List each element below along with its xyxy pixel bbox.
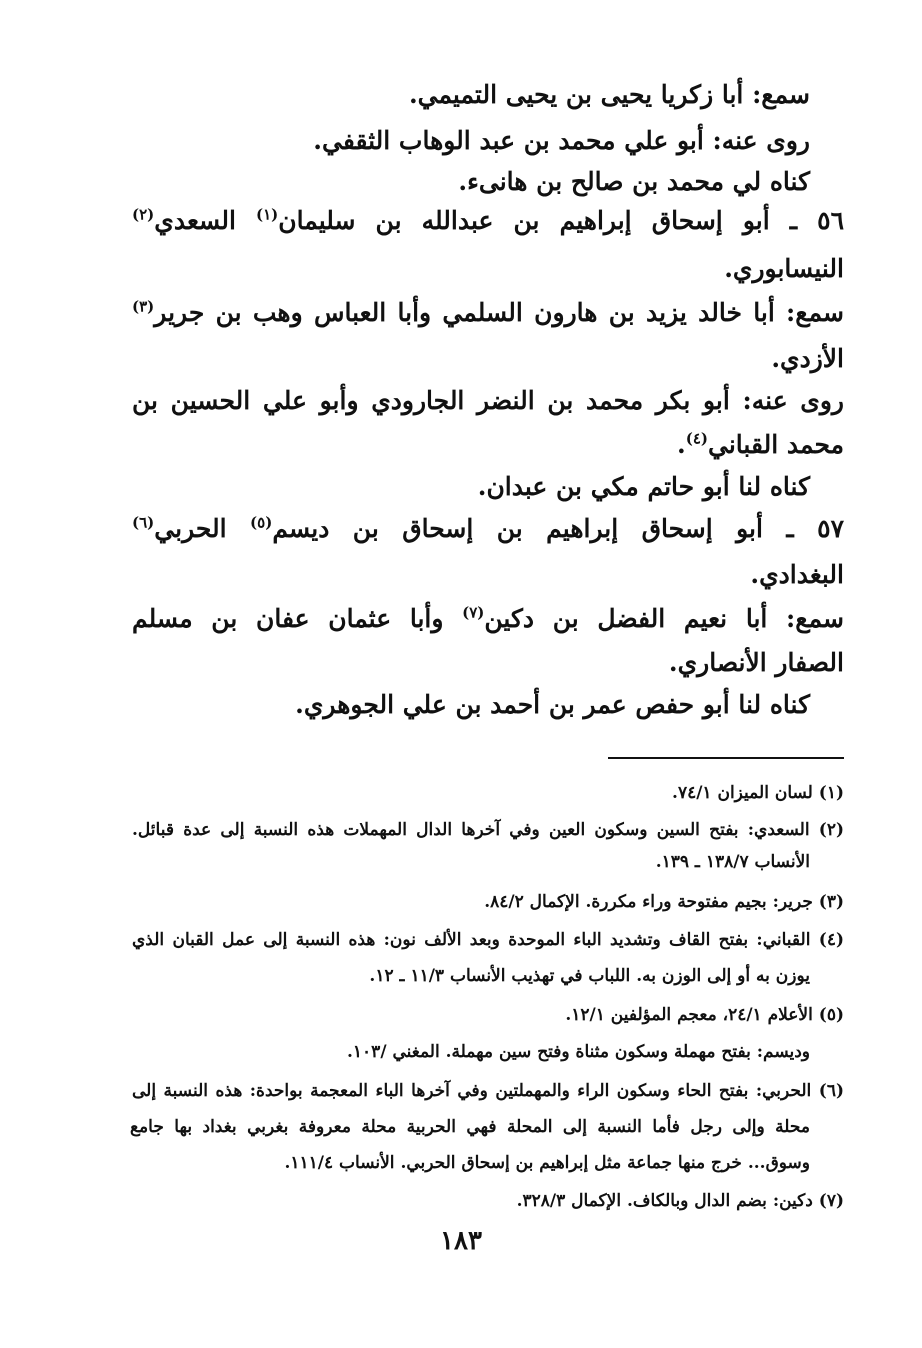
text-line: روى عنه: أبو بكر محمد بن النضر الجارودي وأبو علي الحسين بن	[132, 386, 844, 415]
text-line: الأزدي.	[771, 344, 844, 373]
footnote: (٥) الأعلام ٢٤/١، معجم المؤلفين ١٢/١.	[565, 1005, 844, 1025]
text-line: النيسابوري.	[724, 254, 844, 283]
footnote-continuation: الأنساب ١٣٨/٧ ـ ١٣٩.	[655, 852, 810, 872]
footnote: (٣) جرير: بجيم مفتوحة وراء مكررة. الإكمال ٨٤/٢.	[484, 892, 844, 912]
footnote: (٦) الحربي: بفتح الحاء وسكون الراء والمهملتين وفي آخرها الباء المعجمة بواحدة: هذه النسبة إلى	[132, 1081, 844, 1101]
text-line: روى عنه: أبو علي محمد بن عبد الوهاب الثقفي.	[313, 126, 810, 155]
footnote-continuation: وسوق... خرج منها جماعة مثل إبراهيم بن إسحاق الحربي. الأنساب ١١١/٤.	[284, 1153, 810, 1173]
footnote-ref: (٧)	[462, 603, 485, 622]
footnote-ref: (٦)	[132, 513, 155, 532]
text-line: سمع: أبا زكريا يحيى بن يحيى التميمي.	[408, 80, 810, 109]
text-line: البغدادي.	[750, 560, 844, 589]
footnote: (٧) دكين: بضم الدال وبالكاف. الإكمال ٣٢٨/٣.	[516, 1191, 844, 1211]
text-line: كناه لي محمد بن صالح بن هانىء.	[458, 167, 810, 196]
footnote-ref: (٤)	[685, 429, 709, 448]
text-line: سمع: أبا نعيم الفضل بن دكين$^{(٧)}$ وأبا عثمان عفان بن مسلم	[132, 603, 844, 633]
footnote-separator	[608, 757, 844, 759]
footnote-ref: (١)	[255, 205, 279, 224]
footnote-continuation: محلة وإلى رجل فأما النسبة إلى المحلة فهي الحربية محلة معروفة بغربي بغداد بها جامع	[130, 1117, 810, 1137]
text-line: الصفار الأنصاري.	[668, 648, 844, 677]
footnote: (٤) القباني: بفتح القاف وتشديد الباء الموحدة وبعد الألف نون: هذه النسبة إلى عمل القبان الذي	[132, 930, 844, 950]
entry-heading-56: ٥٦ ـ أبو إسحاق إبراهيم بن عبدالله بن سليمان$^{(١)}$ السعدي$^{(٢)}$	[132, 205, 844, 235]
footnote-continuation: وديسم: بفتح مهملة وسكون مثناة وفتح سين مهملة. المغني /١٠٣.	[347, 1042, 810, 1062]
footnote: (٢) السعدي: بفتح السين وسكون العين وفي آخرها الدال المهملات هذه النسبة إلى عدة قبائل.	[132, 820, 844, 840]
text-line: كناه لنا أبو حفص عمر بن أحمد بن علي الجوهري.	[295, 690, 810, 719]
text-line: محمد القباني$^{(٤)}$.	[677, 429, 844, 459]
footnote-ref: (٢)	[132, 205, 155, 224]
footnote: (١) لسان الميزان ٧٤/١.	[672, 783, 844, 803]
footnote-ref: (٣)	[132, 297, 155, 316]
footnote-continuation: يوزن به أو إلى الوزن به. اللباب في تهذيب الأنساب ١١/٣ ـ ١٢.	[369, 966, 810, 986]
text-line: كناه لنا أبو حاتم مكي بن عبدان.	[477, 472, 810, 501]
footnote-ref: (٥)	[250, 513, 273, 532]
text-line: سمع: أبا خالد يزيد بن هارون السلمي وأبا العباس وهب بن جرير$^{(٣)}$	[132, 297, 844, 327]
page-number: ١٨٣	[440, 1226, 482, 1256]
entry-heading-57: ٥٧ ـ أبو إسحاق إبراهيم بن إسحاق بن ديسم$^{(٥)}$ الحربي$^{(٦)}$	[132, 513, 844, 543]
